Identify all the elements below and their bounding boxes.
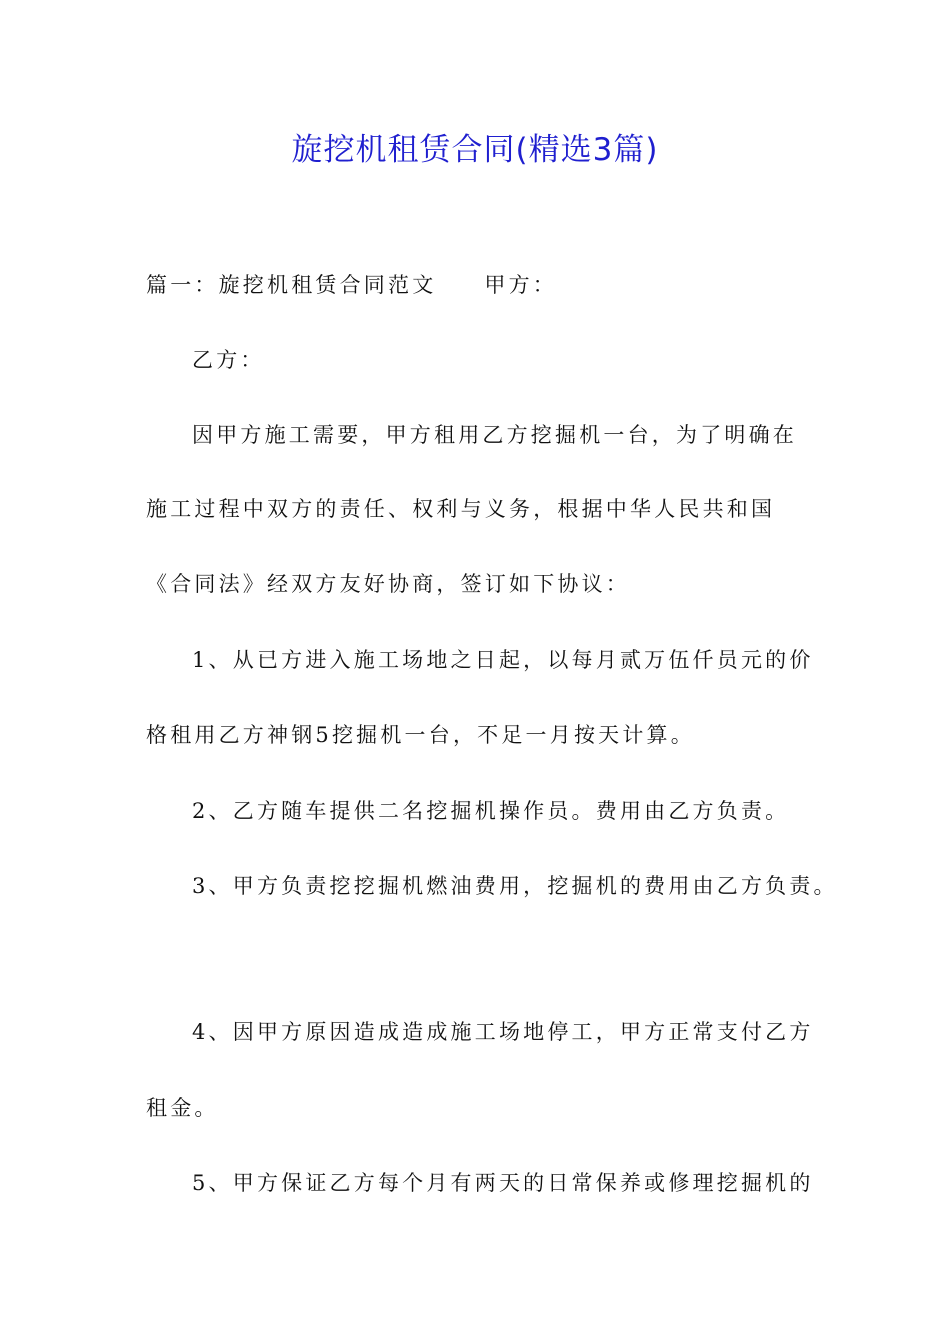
clause-line: 4、因甲方原因造成造成施工场地停工，甲方正常支付乙方 bbox=[192, 1020, 814, 1044]
party-b-label: 乙方： bbox=[192, 348, 265, 372]
party-a-label: 甲方： bbox=[484, 273, 558, 297]
clause-line: 5、甲方保证乙方每个月有两天的日常保养或修理挖掘机的 bbox=[192, 1171, 814, 1195]
section-heading: 篇一：旋挖机租赁合同范文 bbox=[146, 273, 437, 297]
paragraph-line: 《合同法》经双方友好协商，签订如下协议： bbox=[146, 572, 630, 596]
section-heading-line bbox=[146, 270, 557, 300]
document-title: 旋挖机租赁合同(精选3篇) bbox=[291, 132, 659, 168]
clause-line: 租金。 bbox=[146, 1096, 219, 1120]
clause-line: 1、从已方进入施工场地之日起，以每月贰万伍仟员元的价 bbox=[192, 648, 814, 672]
clause-line: 3、甲方负责挖挖掘机燃油费用，挖掘机的费用由乙方负责。 bbox=[192, 874, 838, 898]
clause-line: 格租用乙方神钢5挖掘机一台，不足一月按天计算。 bbox=[146, 723, 695, 747]
paragraph-line: 施工过程中双方的责任、权利与义务，根据中华人民共和国 bbox=[146, 497, 776, 521]
clause-line: 2、乙方随车提供二名挖掘机操作员。费用由乙方负责。 bbox=[192, 799, 790, 823]
paragraph-line: 因甲方施工需要，甲方租用乙方挖掘机一台，为了明确在 bbox=[192, 423, 797, 447]
